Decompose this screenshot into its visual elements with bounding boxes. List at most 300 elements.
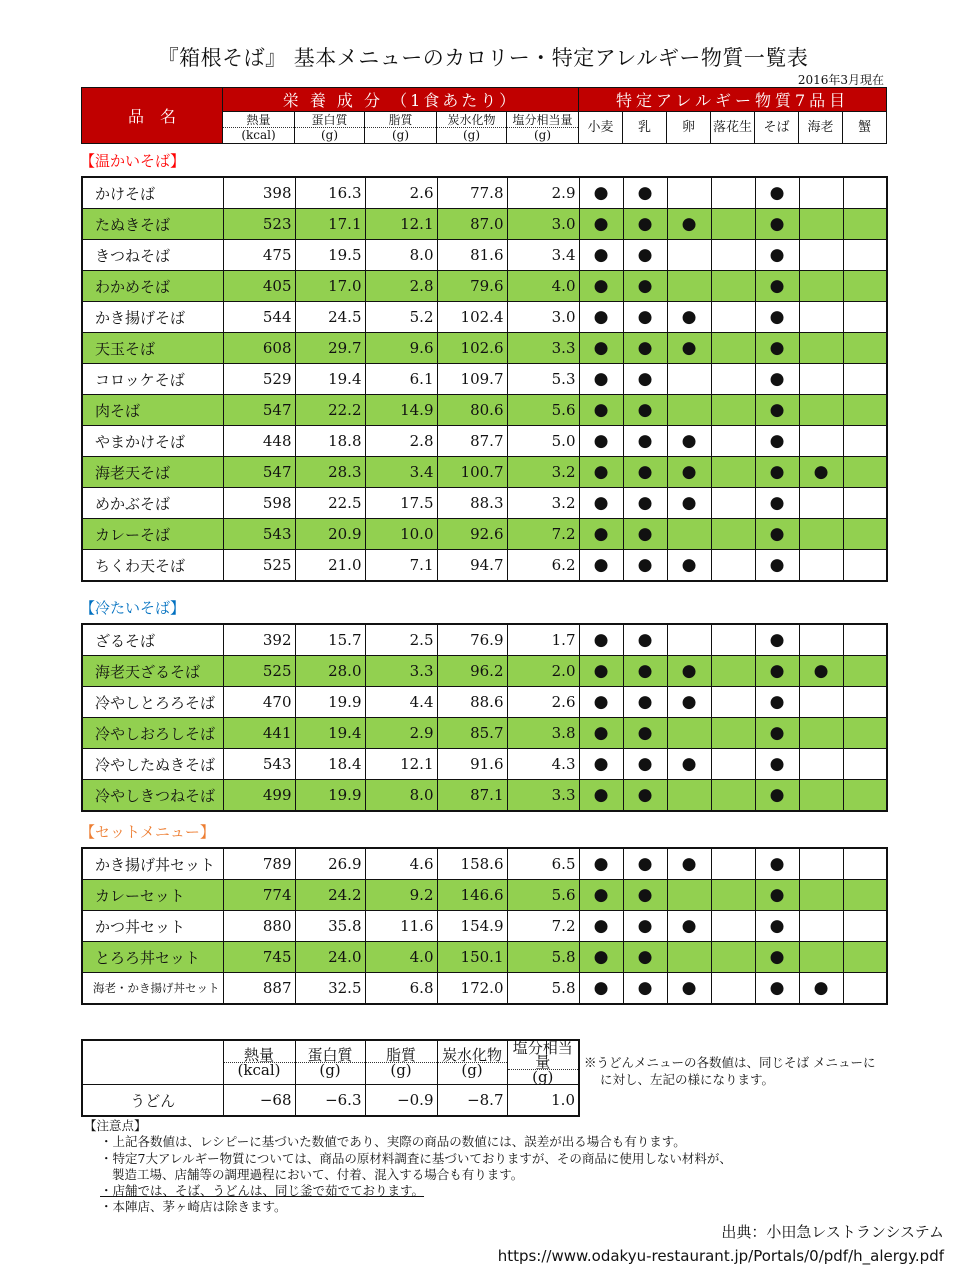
- allergen-dot-icon: ●: [769, 692, 785, 712]
- item-name: めかぶそば: [82, 488, 223, 519]
- allergen-cell: [755, 333, 799, 364]
- nutrient-value: 543: [223, 519, 295, 550]
- nutrient-value: 9.2: [365, 880, 437, 911]
- allergen-cell: [623, 687, 667, 718]
- item-name: コロッケそば: [82, 364, 223, 395]
- allergen-cell: [843, 687, 887, 718]
- nutrient-value: 7.2: [507, 911, 579, 942]
- nutrient-value: 441: [223, 718, 295, 749]
- item-name: かけそば: [82, 177, 223, 209]
- nutrient-value: 12.1: [365, 209, 437, 240]
- nutrient-value: 774: [223, 880, 295, 911]
- nutrient-value: 94.7: [437, 550, 507, 582]
- allergen-cell: [843, 364, 887, 395]
- nutrient-value: 88.3: [437, 488, 507, 519]
- allergen-cell: [711, 942, 755, 973]
- allergen-dot-icon: ●: [637, 338, 653, 358]
- allergen-dot-icon: ●: [637, 276, 653, 296]
- allergen-cell: [843, 302, 887, 333]
- nutrient-value: 5.0: [507, 426, 579, 457]
- table-row: [82, 426, 887, 457]
- nutrient-unit: (kcal): [237, 1061, 281, 1079]
- nutrient-label: 炭水化物: [437, 113, 506, 128]
- allergen-dot-icon: ●: [769, 885, 785, 905]
- nutrient-unit: (g): [391, 128, 410, 142]
- allergen-cell: [623, 209, 667, 240]
- allergen-dot-icon: ●: [637, 692, 653, 712]
- allergen-cell: [579, 550, 623, 582]
- nutrient-value: 85.7: [437, 718, 507, 749]
- nutrient-value: 6.8: [365, 973, 437, 1005]
- allergen-cell: [579, 519, 623, 550]
- nutrient-value: 76.9: [437, 624, 507, 656]
- allergen-cell: [579, 177, 623, 209]
- page-title: 『箱根そば』 基本メニューのカロリー・特定アレルギー物質一覧表: [157, 46, 809, 70]
- as-of-date: 2016年3月現在: [797, 73, 884, 87]
- nutrient-value: 24.5: [295, 302, 365, 333]
- allergen-cell: [667, 656, 711, 687]
- nutrient-value: 3.0: [507, 209, 579, 240]
- allergen-dot-icon: ●: [769, 400, 785, 420]
- item-name: カレーそば: [82, 519, 223, 550]
- allergen-cell: [579, 749, 623, 780]
- nutrient-value: 5.8: [507, 942, 579, 973]
- notes-heading: 【注意点】: [84, 1118, 147, 1133]
- allergen-dot-icon: ●: [593, 400, 609, 420]
- allergen-cell: [799, 333, 843, 364]
- allergen-cell: [623, 302, 667, 333]
- allergen-dot-icon: ●: [769, 338, 785, 358]
- allergen-dot-icon: ●: [769, 854, 785, 874]
- nutrient-value: 745: [223, 942, 295, 973]
- allergen-cell: [667, 624, 711, 656]
- allergen-cell: [799, 687, 843, 718]
- allergen-cell: [843, 457, 887, 488]
- nutrient-value: 525: [223, 550, 295, 582]
- allergen-cell: [623, 240, 667, 271]
- allergen-dot-icon: ●: [769, 723, 785, 743]
- nutrient-value: 525: [223, 656, 295, 687]
- allergen-cell: [667, 519, 711, 550]
- allergen-cell: [623, 550, 667, 582]
- allergen-dot-icon: ●: [593, 431, 609, 451]
- allergen-dot-icon: ●: [593, 854, 609, 874]
- nutrient-value: 4.0: [507, 271, 579, 302]
- nutrient-value: 19.5: [295, 240, 365, 271]
- allergen-cell: [843, 749, 887, 780]
- table-row: [82, 395, 887, 426]
- nutrient-value: 608: [223, 333, 295, 364]
- nutrient-label: 炭水化物: [438, 1048, 507, 1063]
- nutrient-label: 蛋白質: [296, 1048, 365, 1063]
- nutrient-value: 87.0: [437, 209, 507, 240]
- allergen-cell: [799, 973, 843, 1005]
- nutrient-header: [365, 1040, 437, 1085]
- nutrient-value: 17.1: [295, 209, 365, 240]
- nutrient-value: 544: [223, 302, 295, 333]
- allergen-dot-icon: ●: [593, 245, 609, 265]
- nutrient-value: 10.0: [365, 519, 437, 550]
- allergen-cell: [755, 749, 799, 780]
- allergen-header: 海老: [799, 112, 843, 144]
- allergen-cell: [667, 333, 711, 364]
- allergen-cell: [711, 624, 755, 656]
- allergen-cell: [799, 240, 843, 271]
- allergen-cell: [667, 177, 711, 209]
- nutrient-value: 22.2: [295, 395, 365, 426]
- allergen-cell: [667, 942, 711, 973]
- allergen-cell: [579, 687, 623, 718]
- section-title: 【冷たいそば】: [80, 599, 186, 617]
- item-name: きつねそば: [82, 240, 223, 271]
- allergen-dot-icon: ●: [681, 462, 697, 482]
- allergen-cell: [667, 780, 711, 812]
- allergen-dot-icon: ●: [681, 754, 697, 774]
- allergen-cell: [623, 488, 667, 519]
- item-name: やまかけそば: [82, 426, 223, 457]
- allergen-dot-icon: ●: [637, 885, 653, 905]
- allergen-cell: [667, 848, 711, 880]
- allergen-cell: [755, 942, 799, 973]
- nutrient-value: 24.0: [295, 942, 365, 973]
- source-label: 出典：小田急レストランシステム: [721, 1223, 944, 1241]
- allergen-dot-icon: ●: [769, 630, 785, 650]
- nutrient-header: [223, 1040, 295, 1085]
- allergen-cell: [579, 848, 623, 880]
- allergen-cell: [623, 624, 667, 656]
- nutrient-value: 529: [223, 364, 295, 395]
- allergen-dot-icon: ●: [637, 723, 653, 743]
- allergen-dot-icon: ●: [637, 214, 653, 234]
- nutrient-value: 172.0: [437, 973, 507, 1005]
- allergen-cell: [667, 240, 711, 271]
- allergen-cell: [799, 911, 843, 942]
- nutrient-value: 470: [223, 687, 295, 718]
- allergen-cell: [667, 749, 711, 780]
- nutrient-header: [437, 112, 507, 144]
- allergen-cell: [755, 457, 799, 488]
- allergen-cell: [843, 488, 887, 519]
- item-name: カレーセット: [82, 880, 223, 911]
- allergen-dot-icon: ●: [593, 555, 609, 575]
- item-name: ざるそば: [82, 624, 223, 656]
- allergen-dot-icon: ●: [593, 307, 609, 327]
- allergen-dot-icon: ●: [637, 183, 653, 203]
- allergen-dot-icon: ●: [769, 245, 785, 265]
- allergen-cell: [623, 656, 667, 687]
- allergen-cell: [623, 395, 667, 426]
- nutrient-value: 22.5: [295, 488, 365, 519]
- nutrient-value: 16.3: [295, 177, 365, 209]
- allergen-dot-icon: ●: [769, 369, 785, 389]
- allergen-dot-icon: ●: [769, 555, 785, 575]
- allergen-dot-icon: ●: [593, 338, 609, 358]
- allergen-dot-icon: ●: [681, 214, 697, 234]
- allergen-cell: [623, 426, 667, 457]
- allergen-dot-icon: ●: [769, 978, 785, 998]
- allergen-dot-icon: ●: [637, 754, 653, 774]
- allergen-cell: [579, 395, 623, 426]
- nutrient-value: 11.6: [365, 911, 437, 942]
- allergen-dot-icon: ●: [681, 493, 697, 513]
- nutrient-value: 88.6: [437, 687, 507, 718]
- allergen-dot-icon: ●: [681, 555, 697, 575]
- allergen-cell: [667, 880, 711, 911]
- nutrient-value: 3.3: [507, 333, 579, 364]
- table-row: [82, 177, 887, 209]
- item-name: わかめそば: [82, 271, 223, 302]
- allergen-cell: [667, 687, 711, 718]
- allergen-cell: [623, 457, 667, 488]
- allergen-cell: [623, 973, 667, 1005]
- nutrient-value: 81.6: [437, 240, 507, 271]
- allergen-dot-icon: ●: [637, 307, 653, 327]
- section-title: 【温かいそば】: [80, 152, 186, 170]
- nutrient-value: 87.1: [437, 780, 507, 812]
- nutrient-value: 17.0: [295, 271, 365, 302]
- nutrient-value: 547: [223, 457, 295, 488]
- item-name: 天玉そば: [82, 333, 223, 364]
- allergen-cell: [755, 426, 799, 457]
- allergen-cell: [711, 240, 755, 271]
- allergen-dot-icon: ●: [593, 462, 609, 482]
- note-item: 製造工場、店舗等の調理過程において、付着、混入する場合も有ります。: [112, 1166, 524, 1182]
- allergen-dot-icon: ●: [593, 524, 609, 544]
- allergen-cell: [755, 177, 799, 209]
- nutrient-unit: (g): [390, 1061, 412, 1079]
- allergen-cell: [799, 749, 843, 780]
- allergen-cell: [579, 209, 623, 240]
- allergen-cell: [711, 426, 755, 457]
- allergen-cell: [799, 880, 843, 911]
- allergen-cell: [799, 656, 843, 687]
- table-row: [82, 687, 887, 718]
- allergen-dot-icon: ●: [637, 947, 653, 967]
- allergen-cell: [843, 624, 887, 656]
- table-row: [82, 880, 887, 911]
- allergen-cell: [755, 911, 799, 942]
- nutrient-value: 20.9: [295, 519, 365, 550]
- note-item: [84, 1183, 732, 1199]
- allergen-cell: [799, 942, 843, 973]
- nutrient-header: [507, 112, 579, 144]
- allergen-dot-icon: ●: [813, 462, 829, 482]
- allergen-cell: [711, 911, 755, 942]
- allergen-dot-icon: ●: [813, 978, 829, 998]
- item-name: とろろ丼セット: [82, 942, 223, 973]
- allergen-dot-icon: ●: [637, 630, 653, 650]
- allergen-cell: [799, 209, 843, 240]
- allergen-dot-icon: ●: [593, 214, 609, 234]
- nutrient-label: 蛋白質: [295, 113, 364, 128]
- allergen-dot-icon: ●: [593, 276, 609, 296]
- nutrient-value: 3.8: [507, 718, 579, 749]
- nutrient-value: 26.9: [295, 848, 365, 880]
- allergen-cell: [667, 457, 711, 488]
- allergen-dot-icon: ●: [637, 555, 653, 575]
- allergen-header: 小麦: [579, 112, 623, 144]
- nutrient-value: 32.5: [295, 973, 365, 1005]
- allergen-cell: [755, 880, 799, 911]
- allergen-cell: [667, 718, 711, 749]
- allergen-cell: [579, 364, 623, 395]
- allergen-cell: [623, 942, 667, 973]
- allergen-cell: [623, 519, 667, 550]
- allergen-dot-icon: ●: [593, 947, 609, 967]
- allergen-cell: [755, 240, 799, 271]
- allergen-dot-icon: ●: [769, 916, 785, 936]
- udon-table: [81, 1039, 580, 1117]
- allergen-cell: [711, 749, 755, 780]
- allergen-dot-icon: ●: [593, 493, 609, 513]
- table-header: [81, 87, 887, 144]
- nutrient-value: 102.6: [437, 333, 507, 364]
- allergen-cell: [843, 911, 887, 942]
- nutrient-value: 7.1: [365, 550, 437, 582]
- allergen-cell: [623, 911, 667, 942]
- nutrient-header: [295, 1040, 365, 1085]
- allergen-cell: [667, 426, 711, 457]
- allergen-cell: [755, 271, 799, 302]
- udon-note-line: ※うどんメニューの各数値は、同じそば メニューに: [584, 1055, 876, 1070]
- nutrient-value: 109.7: [437, 364, 507, 395]
- allergen-dot-icon: ●: [637, 785, 653, 805]
- source: [498, 1220, 944, 1268]
- nutrient-value: 5.2: [365, 302, 437, 333]
- table-row: [82, 209, 887, 240]
- nutrient-value: 8.0: [365, 780, 437, 812]
- allergen-cell: [843, 177, 887, 209]
- nutrient-value: 3.2: [507, 457, 579, 488]
- allergen-dot-icon: ●: [637, 493, 653, 513]
- source-url: https://www.odakyu-restaurant.jp/Portals/0/pdf/h_alergy.pdf: [497, 1247, 944, 1265]
- nutrient-value: 96.2: [437, 656, 507, 687]
- nutrient-value: 475: [223, 240, 295, 271]
- udon-header-blank: [82, 1040, 223, 1085]
- table-row: [82, 942, 887, 973]
- allergen-dot-icon: ●: [769, 462, 785, 482]
- allergen-cell: [843, 718, 887, 749]
- allergen-cell: [843, 271, 887, 302]
- allergen-cell: [843, 240, 887, 271]
- nutrient-header: [437, 1040, 507, 1085]
- table-row: [82, 973, 887, 1005]
- allergen-cell: [711, 656, 755, 687]
- allergen-cell: [667, 973, 711, 1005]
- allergen-cell: [843, 848, 887, 880]
- allergen-cell: [623, 333, 667, 364]
- allergen-dot-icon: ●: [593, 692, 609, 712]
- allergen-cell: [843, 942, 887, 973]
- allergen-dot-icon: ●: [681, 661, 697, 681]
- nutrient-unit: (g): [320, 128, 339, 142]
- item-name: 海老・かき揚げ丼セット: [82, 973, 223, 1005]
- nutrient-value: 8.0: [365, 240, 437, 271]
- item-name: 肉そば: [82, 395, 223, 426]
- allergen-cell: [667, 395, 711, 426]
- allergen-dot-icon: ●: [593, 723, 609, 743]
- udon-value: −0.9: [365, 1085, 437, 1117]
- allergen-cell: [755, 656, 799, 687]
- udon-value: −6.3: [295, 1085, 365, 1117]
- allergen-dot-icon: ●: [637, 462, 653, 482]
- item-name: 冷やしきつねそば: [82, 780, 223, 812]
- allergen-cell: [799, 395, 843, 426]
- allergen-cell: [799, 624, 843, 656]
- nutrient-label: 塩分相当量: [508, 1041, 579, 1070]
- item-name: かき揚げ丼セット: [82, 848, 223, 880]
- table-row: [82, 848, 887, 880]
- allergen-cell: [667, 488, 711, 519]
- allergen-cell: [799, 550, 843, 582]
- nutrient-value: 19.4: [295, 364, 365, 395]
- allergen-dot-icon: ●: [769, 524, 785, 544]
- nutrient-value: 92.6: [437, 519, 507, 550]
- allergen-header: 落花生: [711, 112, 755, 144]
- nutrient-value: 154.9: [437, 911, 507, 942]
- nutrient-value: 2.5: [365, 624, 437, 656]
- nutrient-value: 405: [223, 271, 295, 302]
- allergen-cell: [579, 333, 623, 364]
- allergen-cell: [755, 395, 799, 426]
- section-table: [81, 623, 888, 812]
- allergen-cell: [755, 209, 799, 240]
- allergen-dot-icon: ●: [769, 183, 785, 203]
- allergen-cell: [711, 333, 755, 364]
- nutrient-value: 543: [223, 749, 295, 780]
- allergen-cell: [755, 519, 799, 550]
- allergen-cell: [623, 749, 667, 780]
- nutrient-value: 5.6: [507, 880, 579, 911]
- allergen-dot-icon: ●: [637, 431, 653, 451]
- table-row: [82, 333, 887, 364]
- table-row: [82, 624, 887, 656]
- udon-value: 1.0: [507, 1085, 579, 1117]
- allergen-cell: [579, 718, 623, 749]
- allergen-cell: [667, 550, 711, 582]
- allergen-dot-icon: ●: [593, 978, 609, 998]
- nutrient-value: 19.4: [295, 718, 365, 749]
- allergen-dot-icon: ●: [637, 916, 653, 936]
- nutrient-value: 598: [223, 488, 295, 519]
- nutrient-value: 6.5: [507, 848, 579, 880]
- allergen-cell: [843, 209, 887, 240]
- section-table: [81, 176, 888, 582]
- allergen-cell: [799, 718, 843, 749]
- nutrient-value: 29.7: [295, 333, 365, 364]
- nutrient-value: 3.4: [507, 240, 579, 271]
- allergen-cell: [711, 687, 755, 718]
- allergen-cell: [667, 364, 711, 395]
- allergen-cell: [579, 780, 623, 812]
- allergen-dot-icon: ●: [681, 431, 697, 451]
- allergen-dot-icon: ●: [637, 661, 653, 681]
- allergen-cell: [711, 519, 755, 550]
- nutrient-value: 880: [223, 911, 295, 942]
- nutrient-value: 5.6: [507, 395, 579, 426]
- allergen-cell: [755, 718, 799, 749]
- nutrient-value: 18.4: [295, 749, 365, 780]
- table-row: [82, 364, 887, 395]
- allergen-dot-icon: ●: [681, 307, 697, 327]
- item-name: 海老天ざるそば: [82, 656, 223, 687]
- allergen-cell: [711, 364, 755, 395]
- allergen-cell: [667, 209, 711, 240]
- nutrient-value: 158.6: [437, 848, 507, 880]
- nutrient-label: 塩分相当量: [507, 113, 578, 128]
- allergen-cell: [799, 457, 843, 488]
- allergen-cell: [579, 656, 623, 687]
